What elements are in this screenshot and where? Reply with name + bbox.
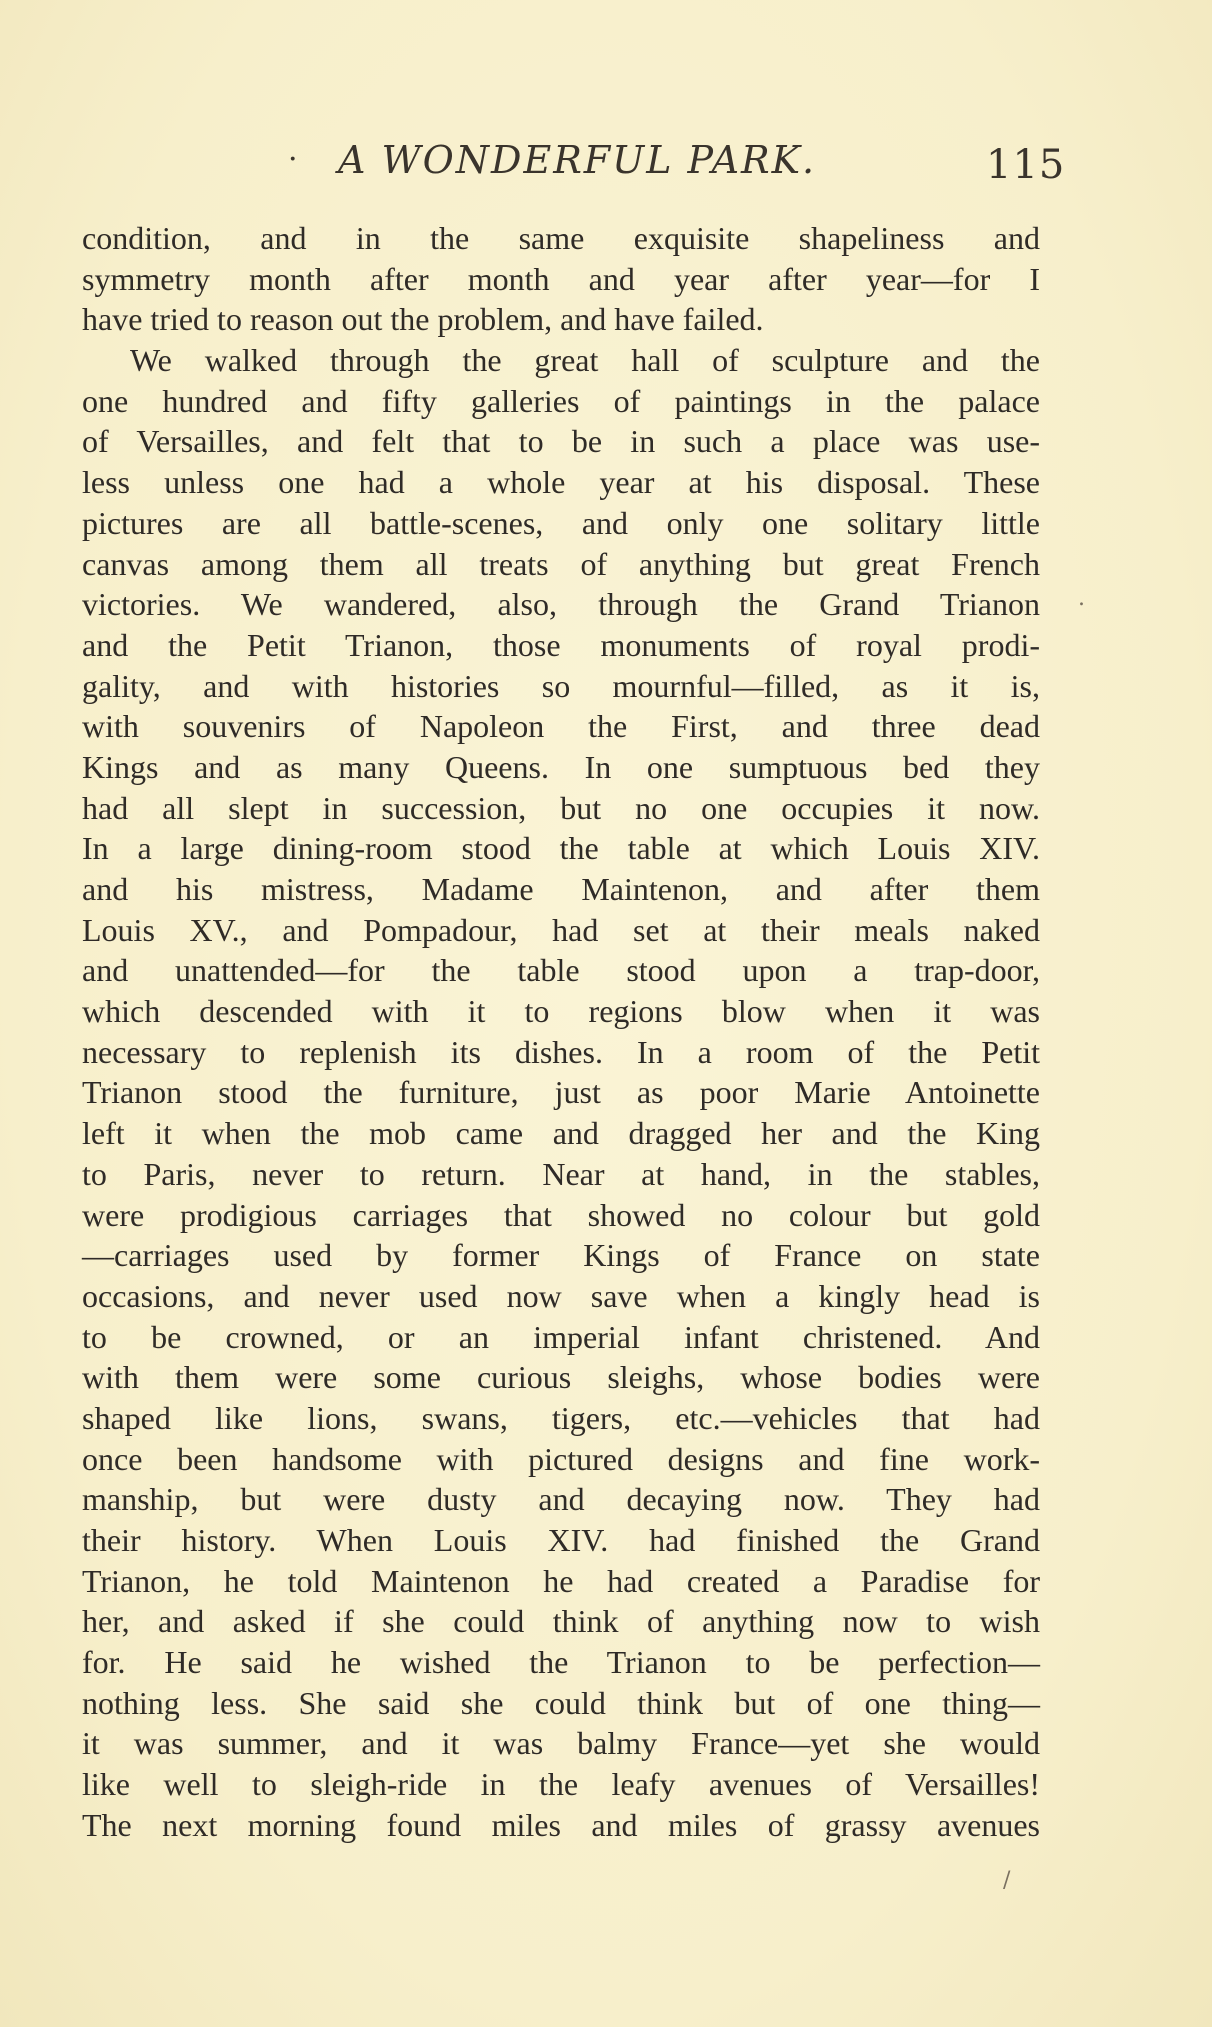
text-line: occasions, and never used now save when a kingly head is — [82, 1277, 1040, 1314]
text-line: necessary to replenish its dishes. In a room of the Petit — [82, 1033, 1040, 1070]
text-line: with them were some curious sleighs, whose bodies were — [82, 1359, 1040, 1396]
text-line: shaped like lions, swans, tigers, etc.—vehicles that had — [82, 1399, 1040, 1436]
text-line: like well to sleigh-ride in the leafy avenues of Versailles! — [82, 1766, 1040, 1803]
body-text — [82, 218, 1040, 1846]
text-line: pictures are all battle-scenes, and only one solitary little — [82, 504, 1040, 541]
running-head — [0, 138, 1212, 188]
text-line: to Paris, never to return. Near at hand, in the stables, — [82, 1155, 1040, 1192]
text-line: and his mistress, Madame Maintenon, and after them — [82, 871, 1040, 907]
stray-ink-mark: . — [1078, 586, 1085, 611]
text-line: once been handsome with pictured designs and fine work- — [82, 1440, 1040, 1477]
text-line: left it when the mob came and dragged her and the King — [82, 1115, 1040, 1152]
text-line: symmetry month after month and year after year—for I — [82, 260, 1040, 297]
text-line: had all slept in succession, but no one occupies it now. — [82, 789, 1040, 826]
text-line: less unless one had a whole year at his disposal. These — [82, 464, 1040, 501]
text-line: with souvenirs of Napoleon the First, and three dead — [82, 708, 1040, 745]
text-line: nothing less. She said she could think but of one thing— — [82, 1684, 1040, 1721]
stray-ink-mark: / — [1003, 1868, 1011, 1893]
text-line: The next morning found miles and miles of grassy avenues — [82, 1806, 1040, 1843]
text-line: canvas among them all treats of anything but great French — [82, 545, 1040, 582]
text-line: and unattended—for the table stood upon a trap-door, — [82, 952, 1040, 989]
text-line: condition, and in the same exquisite shapeliness and — [82, 220, 1040, 256]
text-line: Louis XV., and Pompadour, had set at their meals naked — [82, 911, 1040, 948]
text-line: which descended with it to regions blow when it was — [82, 993, 1040, 1030]
text-line: Trianon stood the furniture, just as poor Marie Antoinette — [82, 1074, 1040, 1111]
text-line: for. He said he wished the Trianon to be perfection— — [82, 1644, 1040, 1681]
text-line: —carriages used by former Kings of France on state — [82, 1237, 1040, 1274]
text-line: Trianon, he told Maintenon he had created a Paradise for — [82, 1562, 1040, 1599]
text-line: gality, and with histories so mournful—filled, as it is, — [82, 667, 1040, 704]
text-line: were prodigious carriages that showed no colour but gold — [82, 1196, 1040, 1233]
chapter-running-title: A WONDERFUL PARK. — [338, 138, 817, 182]
text-line: Kings and as many Queens. In one sumptuous bed they — [82, 748, 1040, 785]
text-line: victories. We wandered, also, through the Grand Trianon — [82, 586, 1040, 623]
text-line: have tried to reason out the problem, and have failed. — [82, 301, 764, 338]
text-line: it was summer, and it was balmy France—yet she would — [82, 1725, 1040, 1762]
text-line: one hundred and fifty galleries of paintings in the palace — [82, 382, 1040, 419]
text-line: of Versailles, and felt that to be in such a place was use- — [82, 423, 1040, 460]
paragraph-first-line: We walked through the great hall of sculpture and the — [130, 342, 1040, 379]
text-line: to be crowned, or an imperial infant christened. And — [82, 1318, 1040, 1355]
text-line: their history. When Louis XIV. had finished the Grand — [82, 1522, 1040, 1558]
text-line: In a large dining-room stood the table at which Louis XIV. — [82, 830, 1040, 867]
text-line: her, and asked if she could think of anything now to wish — [82, 1603, 1040, 1640]
page-number: 115 — [986, 142, 1066, 188]
text-line: manship, but were dusty and decaying now. They had — [82, 1481, 1040, 1518]
ornament-dot: · — [288, 142, 298, 177]
text-line: and the Petit Trianon, those monuments of royal prodi- — [82, 626, 1040, 663]
